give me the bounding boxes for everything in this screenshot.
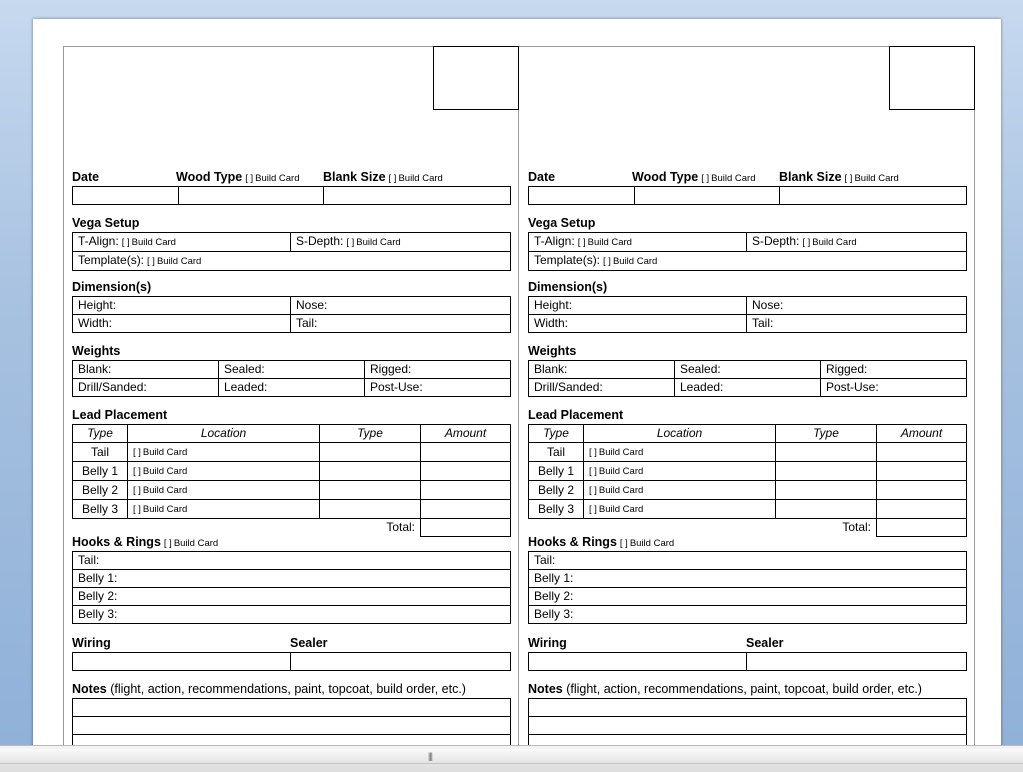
date-table xyxy=(72,186,511,205)
amount-cell[interactable] xyxy=(877,500,967,519)
wood-type-cell[interactable] xyxy=(635,187,780,205)
row-type: Belly 3 xyxy=(529,500,584,519)
col-lead-type: Type xyxy=(776,425,877,443)
row-type: Belly 2 xyxy=(73,481,128,500)
col-location: Location xyxy=(128,425,320,443)
hook-tail-cell[interactable]: Tail: xyxy=(529,552,967,570)
col-amount: Amount xyxy=(421,425,511,443)
height-cell[interactable]: Height: xyxy=(73,297,291,315)
col-amount: Amount xyxy=(877,425,967,443)
leaded-weight-cell[interactable]: Leaded: xyxy=(675,379,821,397)
col-type: Type xyxy=(529,425,584,443)
rigged-weight-cell[interactable]: Rigged: xyxy=(365,361,511,379)
drill-sanded-weight-cell[interactable]: Drill/Sanded: xyxy=(73,379,219,397)
table-row xyxy=(73,462,511,481)
drill-sanded-weight-cell[interactable]: Drill/Sanded: xyxy=(529,379,675,397)
amount-cell[interactable] xyxy=(421,462,511,481)
amount-cell[interactable] xyxy=(877,462,967,481)
lead-placement-heading: Lead Placement xyxy=(72,408,168,422)
t-align-cell[interactable]: T-Align: [ ] Build Card xyxy=(529,233,747,252)
row-type: Belly 3 xyxy=(73,500,128,519)
dimensions-table xyxy=(72,296,511,333)
date-cell[interactable] xyxy=(73,187,179,205)
type-cell[interactable] xyxy=(776,462,877,481)
vega-setup-table xyxy=(72,232,511,271)
total-label: Total: xyxy=(320,519,421,537)
sealer-label: Sealer xyxy=(746,636,784,650)
tail-cell[interactable]: Tail: xyxy=(747,315,967,333)
nose-cell[interactable]: Nose: xyxy=(291,297,511,315)
templates-cell[interactable]: Template(s): [ ] Build Card xyxy=(529,252,967,271)
lead-placement-heading: Lead Placement xyxy=(528,408,624,422)
wiring-cell[interactable] xyxy=(529,653,747,671)
dimensions-table xyxy=(528,296,967,333)
hooks-rings-table xyxy=(528,551,967,624)
amount-cell[interactable] xyxy=(421,443,511,462)
dimensions-heading: Dimension(s) xyxy=(72,280,152,294)
amount-cell[interactable] xyxy=(877,443,967,462)
total-label: Total: xyxy=(776,519,877,537)
notes-line[interactable] xyxy=(73,717,511,735)
column-divider xyxy=(518,46,519,759)
rigged-weight-cell[interactable]: Rigged: xyxy=(821,361,967,379)
blank-weight-cell[interactable]: Blank: xyxy=(73,361,219,379)
type-cell[interactable] xyxy=(776,481,877,500)
type-cell[interactable] xyxy=(320,443,421,462)
location-cell[interactable]: [ ] Build Card xyxy=(128,443,320,462)
lead-placement-table xyxy=(72,424,511,537)
document-page xyxy=(33,19,1001,759)
hook-belly2-cell[interactable]: Belly 2: xyxy=(73,588,511,606)
row-type: Belly 1 xyxy=(73,462,128,481)
sealed-weight-cell[interactable]: Sealed: xyxy=(219,361,365,379)
location-cell[interactable]: [ ] Build Card xyxy=(584,481,776,500)
width-cell[interactable]: Width: xyxy=(529,315,747,333)
wiring-table xyxy=(72,652,511,671)
height-cell[interactable]: Height: xyxy=(529,297,747,315)
horizontal-scrollbar[interactable] xyxy=(0,745,1023,772)
date-label: Date xyxy=(72,170,100,184)
post-use-weight-cell[interactable]: Post-Use: xyxy=(821,379,967,397)
hook-belly3-cell[interactable]: Belly 3: xyxy=(529,606,967,624)
weights-table xyxy=(528,360,967,397)
lead-placement-table xyxy=(528,424,967,537)
wiring-cell[interactable] xyxy=(73,653,291,671)
post-use-weight-cell[interactable]: Post-Use: xyxy=(365,379,511,397)
type-cell[interactable] xyxy=(320,462,421,481)
table-row xyxy=(73,443,511,462)
wiring-table xyxy=(528,652,967,671)
hook-belly1-cell[interactable]: Belly 1: xyxy=(73,570,511,588)
width-cell[interactable]: Width: xyxy=(73,315,291,333)
sealed-weight-cell[interactable]: Sealed: xyxy=(675,361,821,379)
wiring-label: Wiring xyxy=(72,636,111,650)
wood-type-cell[interactable] xyxy=(179,187,324,205)
grip-icon: ||| xyxy=(428,751,433,761)
amount-cell[interactable] xyxy=(877,481,967,500)
tail-cell[interactable]: Tail: xyxy=(291,315,511,333)
type-cell[interactable] xyxy=(320,500,421,519)
hook-belly1-cell[interactable]: Belly 1: xyxy=(529,570,967,588)
sealer-label: Sealer xyxy=(290,636,328,650)
notes-line[interactable] xyxy=(73,699,511,717)
location-cell[interactable]: [ ] Build Card xyxy=(584,462,776,481)
table-row xyxy=(529,443,967,462)
date-table xyxy=(528,186,967,205)
notes-line[interactable] xyxy=(529,699,967,717)
s-depth-cell[interactable]: S-Depth: [ ] Build Card xyxy=(747,233,967,252)
weights-table xyxy=(72,360,511,397)
table-row xyxy=(73,481,511,500)
s-depth-cell[interactable]: S-Depth: [ ] Build Card xyxy=(291,233,511,252)
type-cell[interactable] xyxy=(320,481,421,500)
table-row xyxy=(73,500,511,519)
total-cell[interactable] xyxy=(421,519,511,537)
amount-cell[interactable] xyxy=(421,481,511,500)
hook-tail-cell[interactable]: Tail: xyxy=(73,552,511,570)
row-type: Belly 1 xyxy=(529,462,584,481)
wood-type-label: Wood Type [ ] Build Card xyxy=(632,170,756,184)
row-type: Tail xyxy=(529,443,584,462)
location-cell[interactable]: [ ] Build Card xyxy=(128,481,320,500)
location-cell[interactable]: [ ] Build Card xyxy=(128,500,320,519)
blank-size-cell[interactable] xyxy=(324,187,511,205)
blank-size-label: Blank Size [ ] Build Card xyxy=(779,170,899,184)
wiring-label: Wiring xyxy=(528,636,567,650)
weights-heading: Weights xyxy=(72,344,121,358)
table-row xyxy=(529,481,967,500)
hooks-rings-table xyxy=(72,551,511,624)
row-type: Tail xyxy=(73,443,128,462)
vega-setup-heading: Vega Setup xyxy=(72,216,140,230)
notes-heading: Notes (flight, action, recommendations, paint, topcoat, build order, etc.) xyxy=(72,682,466,696)
scrollbar-thumb[interactable] xyxy=(0,749,1023,764)
col-location: Location xyxy=(584,425,776,443)
notes-line[interactable] xyxy=(529,717,967,735)
table-row xyxy=(529,462,967,481)
hook-belly2-cell[interactable]: Belly 2: xyxy=(529,588,967,606)
t-align-cell[interactable]: T-Align: [ ] Build Card xyxy=(73,233,291,252)
wood-type-label: Wood Type [ ] Build Card xyxy=(176,170,300,184)
logo-box xyxy=(433,46,519,110)
blank-size-cell[interactable] xyxy=(780,187,967,205)
total-cell[interactable] xyxy=(877,519,967,537)
type-cell[interactable] xyxy=(776,500,877,519)
col-type: Type xyxy=(73,425,128,443)
date-label: Date xyxy=(528,170,556,184)
row-type: Belly 2 xyxy=(529,481,584,500)
location-cell[interactable]: [ ] Build Card xyxy=(584,500,776,519)
notes-heading: Notes (flight, action, recommendations, paint, topcoat, build order, etc.) xyxy=(528,682,922,696)
col-lead-type: Type xyxy=(320,425,421,443)
vega-setup-heading: Vega Setup xyxy=(528,216,596,230)
blank-size-label: Blank Size [ ] Build Card xyxy=(323,170,443,184)
leaded-weight-cell[interactable]: Leaded: xyxy=(219,379,365,397)
location-cell[interactable]: [ ] Build Card xyxy=(128,462,320,481)
nose-cell[interactable]: Nose: xyxy=(747,297,967,315)
blank-weight-cell[interactable]: Blank: xyxy=(529,361,675,379)
hook-belly3-cell[interactable]: Belly 3: xyxy=(73,606,511,624)
hooks-rings-heading: Hooks & Rings [ ] Build Card xyxy=(72,535,219,549)
dimensions-heading: Dimension(s) xyxy=(528,280,608,294)
amount-cell[interactable] xyxy=(421,500,511,519)
sealer-cell[interactable] xyxy=(747,653,967,671)
vega-setup-table xyxy=(528,232,967,271)
hooks-rings-heading: Hooks & Rings [ ] Build Card xyxy=(528,535,675,549)
type-cell[interactable] xyxy=(776,443,877,462)
table-row xyxy=(529,500,967,519)
weights-heading: Weights xyxy=(528,344,577,358)
logo-box xyxy=(889,46,975,110)
date-cell[interactable] xyxy=(529,187,635,205)
sealer-cell[interactable] xyxy=(291,653,511,671)
location-cell[interactable]: [ ] Build Card xyxy=(584,443,776,462)
templates-cell[interactable]: Template(s): [ ] Build Card xyxy=(73,252,511,271)
